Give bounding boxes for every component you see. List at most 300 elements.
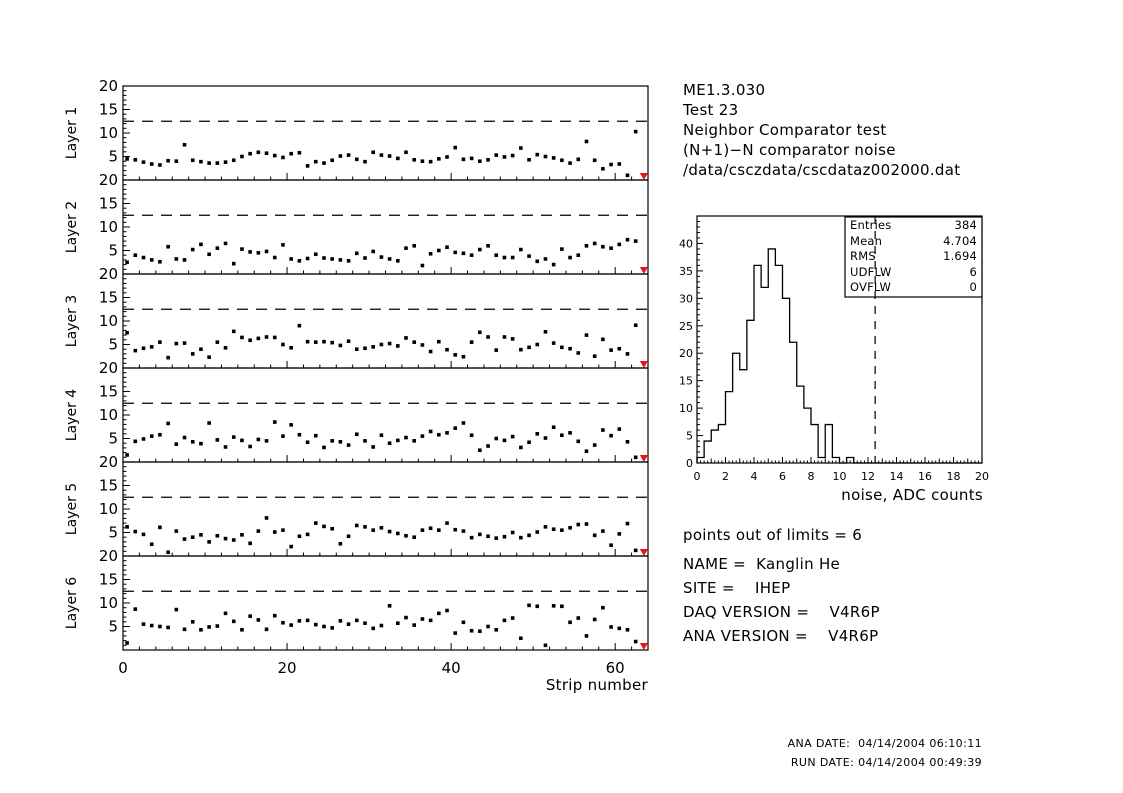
layer-panel-frame xyxy=(123,368,648,462)
data-point xyxy=(453,146,457,150)
hist-x-tick-label: 18 xyxy=(946,470,961,483)
data-point xyxy=(617,532,621,536)
data-point xyxy=(322,625,326,629)
data-point xyxy=(494,437,498,441)
data-point xyxy=(339,440,343,444)
data-point xyxy=(150,434,154,438)
data-point xyxy=(281,343,285,347)
stats-row-mean xyxy=(845,234,982,250)
data-point xyxy=(191,620,195,624)
data-point xyxy=(363,621,367,625)
data-point xyxy=(388,441,392,445)
y-tick-label: 5 xyxy=(108,429,118,448)
data-point xyxy=(232,538,236,542)
layer-label: Layer 3 xyxy=(64,294,80,348)
data-point xyxy=(142,160,146,164)
data-point xyxy=(421,528,425,532)
data-point xyxy=(175,257,179,261)
data-point xyxy=(166,550,170,554)
data-point xyxy=(609,348,613,352)
data-point xyxy=(552,527,556,531)
stats-value: 0 xyxy=(969,280,977,295)
stats-value: 6 xyxy=(969,264,977,279)
data-point xyxy=(429,430,433,434)
x-tick-label: 20 xyxy=(277,659,297,677)
y-tick-label: 10 xyxy=(98,218,118,236)
hist-y-tick-label: 5 xyxy=(686,429,693,443)
data-point xyxy=(125,260,129,264)
layer-label: Layer 5 xyxy=(64,482,80,536)
data-point xyxy=(240,336,244,340)
data-point xyxy=(470,253,474,257)
data-point xyxy=(330,158,334,162)
stats-label: UDFLW xyxy=(850,264,892,279)
data-point xyxy=(626,174,630,178)
data-point xyxy=(322,340,326,344)
data-point xyxy=(601,606,605,610)
site: SITE = IHEP xyxy=(683,579,791,597)
data-point xyxy=(511,154,515,158)
data-point xyxy=(248,250,252,254)
data-point xyxy=(429,526,433,530)
hist-y-tick-label: 30 xyxy=(679,292,693,306)
data-point xyxy=(273,614,277,618)
hist-y-tick-label: 15 xyxy=(679,374,693,388)
data-point xyxy=(609,434,613,438)
data-point xyxy=(453,528,457,532)
data-point xyxy=(298,619,302,623)
data-point xyxy=(232,330,236,334)
data-point xyxy=(175,342,179,346)
data-point xyxy=(576,523,580,527)
data-point xyxy=(421,159,425,163)
data-point xyxy=(470,157,474,161)
data-point xyxy=(494,536,498,540)
data-point xyxy=(478,629,482,633)
data-point xyxy=(421,434,425,438)
data-point xyxy=(560,528,564,532)
data-point xyxy=(314,340,318,344)
y-tick-label: 5 xyxy=(108,335,118,354)
data-point xyxy=(306,257,310,261)
data-point xyxy=(347,443,351,447)
data-point xyxy=(158,526,162,530)
data-point xyxy=(437,249,441,253)
data-point xyxy=(429,619,433,623)
hist-y-tick-label: 40 xyxy=(679,237,693,251)
data-point xyxy=(306,340,310,344)
hist-axis-title: noise, ADC counts xyxy=(841,486,983,504)
data-point xyxy=(371,150,375,154)
strip-axis-title: Strip number xyxy=(545,676,648,694)
data-point xyxy=(183,143,187,147)
data-point xyxy=(478,533,482,537)
data-point xyxy=(150,162,154,166)
data-point xyxy=(191,248,195,252)
data-point xyxy=(191,352,195,356)
data-point xyxy=(486,625,490,629)
data-point xyxy=(503,335,507,339)
data-point xyxy=(265,516,269,520)
data-point xyxy=(216,340,220,344)
data-point xyxy=(470,340,474,344)
y-tick-label: 20 xyxy=(98,547,118,565)
data-point xyxy=(494,348,498,352)
data-point xyxy=(445,348,449,352)
data-point xyxy=(339,258,343,262)
y-tick-label: 20 xyxy=(98,171,118,189)
layer-label: Layer 6 xyxy=(64,576,80,630)
x-tick-label: 60 xyxy=(605,659,625,677)
data-point xyxy=(347,339,351,343)
data-point xyxy=(330,527,334,531)
data-point xyxy=(150,624,154,628)
data-point xyxy=(232,435,236,439)
data-point xyxy=(437,528,441,532)
data-point xyxy=(224,612,228,616)
data-point xyxy=(601,529,605,533)
data-point xyxy=(445,609,449,613)
data-point xyxy=(527,158,531,162)
data-point xyxy=(371,627,375,631)
data-point xyxy=(626,628,630,632)
data-point xyxy=(511,435,515,439)
data-point xyxy=(166,356,170,360)
data-point xyxy=(503,439,507,443)
data-point xyxy=(593,354,597,358)
data-point xyxy=(289,257,293,261)
data-point xyxy=(437,340,441,344)
stats-row-entries xyxy=(845,218,982,234)
data-point xyxy=(478,330,482,334)
data-point xyxy=(593,443,597,447)
x-tick-label: 0 xyxy=(118,659,128,677)
data-point xyxy=(306,164,310,168)
data-point xyxy=(617,347,621,351)
data-point xyxy=(593,242,597,246)
data-point xyxy=(150,258,154,262)
data-point xyxy=(412,535,416,539)
data-point xyxy=(544,436,548,440)
data-point xyxy=(404,436,408,440)
ana-date: ANA DATE: 04/14/2004 06:10:11 xyxy=(787,737,982,750)
data-point xyxy=(388,530,392,534)
data-point xyxy=(503,155,507,159)
data-point xyxy=(634,456,638,460)
data-point xyxy=(527,346,531,350)
data-point xyxy=(634,640,638,644)
chamber-id: ME1.3.030 xyxy=(683,81,766,99)
data-point xyxy=(552,425,556,429)
data-point xyxy=(396,157,400,161)
y-tick-label: 15 xyxy=(98,570,118,589)
stats-value: 384 xyxy=(954,218,977,232)
data-point xyxy=(314,252,318,256)
data-point xyxy=(183,258,187,262)
data-point xyxy=(355,524,359,528)
data-point xyxy=(437,433,441,437)
data-point xyxy=(265,335,269,339)
data-point xyxy=(257,251,261,255)
data-point xyxy=(199,160,203,164)
y-tick-label: 20 xyxy=(98,359,118,377)
stats-label: Entries xyxy=(850,218,892,232)
data-point xyxy=(281,528,285,532)
data-point xyxy=(125,525,129,529)
data-point xyxy=(609,246,613,250)
data-point xyxy=(347,534,351,538)
data-point xyxy=(216,624,220,628)
data-point xyxy=(535,260,539,264)
data-point xyxy=(289,545,293,549)
y-tick-label: 15 xyxy=(98,382,118,401)
data-point xyxy=(289,423,293,427)
data-point xyxy=(322,161,326,165)
data-point xyxy=(412,158,416,162)
data-point xyxy=(166,626,170,630)
data-point xyxy=(412,439,416,443)
data-point xyxy=(363,160,367,164)
y-tick-label: 10 xyxy=(98,406,118,424)
data-point xyxy=(609,543,613,547)
data-point xyxy=(248,152,252,156)
data-point xyxy=(576,440,580,444)
data-point xyxy=(593,618,597,622)
data-point xyxy=(199,442,203,446)
hist-x-tick-label: 2 xyxy=(722,470,729,483)
data-point xyxy=(535,432,539,436)
data-point xyxy=(470,433,474,437)
stats-box xyxy=(845,218,982,296)
data-point xyxy=(462,355,466,359)
data-point xyxy=(503,256,507,260)
data-point xyxy=(281,621,285,625)
y-tick-label: 5 xyxy=(108,147,118,166)
data-point xyxy=(257,529,261,533)
data-point xyxy=(224,160,228,164)
data-point xyxy=(404,336,408,340)
data-point xyxy=(125,453,129,457)
data-point xyxy=(601,428,605,432)
layer-label: Layer 1 xyxy=(64,106,80,160)
data-point xyxy=(486,158,490,162)
data-point xyxy=(158,260,162,264)
data-point xyxy=(134,349,138,353)
data-point xyxy=(281,434,285,438)
data-point xyxy=(183,436,187,440)
data-point xyxy=(207,252,211,256)
data-point xyxy=(486,244,490,248)
hist-y-tick-label: 25 xyxy=(679,319,693,333)
data-point xyxy=(404,616,408,620)
data-point xyxy=(371,250,375,254)
out-of-limit-marker xyxy=(640,173,648,180)
out-of-limit-marker xyxy=(640,643,648,650)
stats-value: 1.694 xyxy=(943,249,977,264)
data-point xyxy=(421,343,425,347)
data-point xyxy=(166,245,170,249)
data-point xyxy=(330,341,334,345)
data-point xyxy=(593,534,597,538)
data-file-path: /data/csczdata/cscdataz002000.dat xyxy=(683,161,961,179)
data-point xyxy=(445,245,449,249)
stats-label: RMS xyxy=(850,249,876,264)
data-point xyxy=(248,445,252,449)
data-point xyxy=(125,331,129,335)
data-point xyxy=(470,536,474,540)
stats-row-ovflw xyxy=(845,280,982,296)
data-point xyxy=(134,440,138,444)
hist-x-tick-label: 16 xyxy=(918,470,932,483)
data-point xyxy=(552,263,556,267)
y-tick-label: 15 xyxy=(98,476,118,495)
data-point xyxy=(240,439,244,443)
data-point xyxy=(519,446,523,450)
data-point xyxy=(544,644,548,648)
data-point xyxy=(380,433,384,437)
data-point xyxy=(240,533,244,537)
data-point xyxy=(494,253,498,257)
data-point xyxy=(462,421,466,425)
data-point xyxy=(585,244,589,248)
data-point xyxy=(617,627,621,631)
data-point xyxy=(248,338,252,342)
data-point xyxy=(150,345,154,349)
data-point xyxy=(257,337,261,341)
data-point xyxy=(298,151,302,155)
data-point xyxy=(232,620,236,624)
data-point xyxy=(429,252,433,256)
y-tick-label: 15 xyxy=(98,100,118,119)
stats-row-rms xyxy=(845,249,982,265)
data-point xyxy=(552,604,556,608)
data-point xyxy=(380,343,384,347)
data-point xyxy=(568,431,572,435)
data-point xyxy=(634,549,638,553)
data-point xyxy=(527,534,531,538)
data-point xyxy=(273,530,277,534)
hist-y-tick-label: 0 xyxy=(686,457,693,470)
data-point xyxy=(355,158,359,162)
data-point xyxy=(396,439,400,443)
data-point xyxy=(609,625,613,629)
data-point xyxy=(183,537,187,541)
data-point xyxy=(445,155,449,159)
stats-value: 4.704 xyxy=(943,233,977,248)
data-point xyxy=(437,612,441,616)
data-point xyxy=(527,254,531,258)
layer-panel-frame xyxy=(123,86,648,180)
data-point xyxy=(634,130,638,134)
data-point xyxy=(339,154,343,158)
data-point xyxy=(355,619,359,623)
data-point xyxy=(617,427,621,431)
data-point xyxy=(142,256,146,260)
data-point xyxy=(626,238,630,242)
data-point xyxy=(544,155,548,159)
data-point xyxy=(273,336,277,340)
data-point xyxy=(560,247,564,251)
y-tick-label: 15 xyxy=(98,288,118,307)
data-point xyxy=(134,530,138,534)
data-point xyxy=(503,619,507,623)
data-point xyxy=(216,438,220,442)
data-point xyxy=(396,259,400,263)
data-point xyxy=(437,157,441,161)
data-point xyxy=(568,161,572,165)
out-of-limit-marker xyxy=(640,361,648,368)
data-point xyxy=(429,350,433,354)
y-tick-label: 5 xyxy=(108,241,118,260)
run-date: RUN DATE: 04/14/2004 00:49:39 xyxy=(790,756,982,769)
data-point xyxy=(535,530,539,534)
data-point xyxy=(617,243,621,247)
data-point xyxy=(388,257,392,261)
data-point xyxy=(355,432,359,436)
layer-label: Layer 2 xyxy=(64,200,80,254)
data-point xyxy=(289,152,293,156)
data-point xyxy=(306,533,310,537)
hist-x-tick-label: 20 xyxy=(975,470,989,483)
data-point xyxy=(544,257,548,261)
data-point xyxy=(142,622,146,626)
data-point xyxy=(601,245,605,249)
layer-panel-frame xyxy=(123,274,648,368)
data-point xyxy=(576,351,580,355)
test-title: Neighbor Comparator test xyxy=(683,121,887,139)
data-point xyxy=(134,158,138,162)
data-point xyxy=(494,153,498,157)
hist-y-tick-label: 35 xyxy=(679,264,693,278)
data-point xyxy=(445,521,449,525)
data-point xyxy=(568,256,572,260)
data-point xyxy=(355,347,359,351)
data-point xyxy=(626,522,630,526)
data-point xyxy=(511,337,515,341)
data-point xyxy=(150,542,154,546)
data-point xyxy=(330,439,334,443)
data-point xyxy=(355,252,359,256)
data-point xyxy=(363,525,367,529)
hist-x-tick-label: 6 xyxy=(779,470,786,483)
data-point xyxy=(478,159,482,163)
data-point xyxy=(371,445,375,449)
data-point xyxy=(404,150,408,154)
data-point xyxy=(544,525,548,529)
data-point xyxy=(224,242,228,246)
data-point xyxy=(314,160,318,164)
data-point xyxy=(175,608,179,612)
data-point xyxy=(281,243,285,247)
data-point xyxy=(216,246,220,250)
hist-x-tick-label: 0 xyxy=(693,470,701,483)
y-tick-label: 15 xyxy=(98,194,118,213)
data-point xyxy=(478,248,482,252)
data-point xyxy=(388,342,392,346)
data-point xyxy=(576,253,580,257)
data-point xyxy=(289,346,293,350)
y-tick-label: 20 xyxy=(98,453,118,471)
data-point xyxy=(207,625,211,629)
data-point xyxy=(134,607,138,611)
data-point xyxy=(199,347,203,351)
data-point xyxy=(585,522,589,526)
y-tick-label: 10 xyxy=(98,124,118,142)
data-point xyxy=(593,158,597,162)
data-point xyxy=(314,521,318,525)
data-point xyxy=(535,153,539,157)
ana-version: ANA VERSION = V4R6P xyxy=(683,627,879,645)
